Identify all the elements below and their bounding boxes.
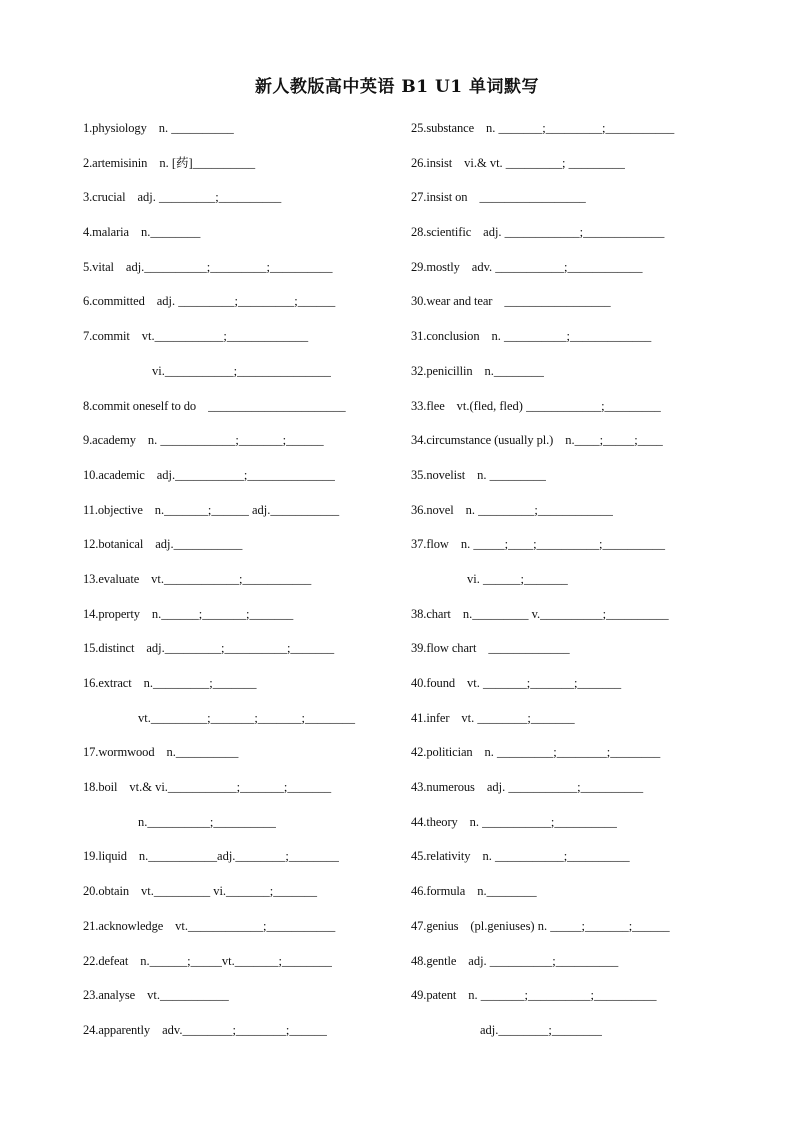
vocab-item [411, 255, 721, 290]
vocab-word: 40.found [411, 676, 455, 690]
vocab-blank[interactable]: n.________ [484, 363, 544, 378]
vocab-blank[interactable]: n. [药]__________ [159, 155, 256, 170]
vocab-blank[interactable]: (pl.geniuses) n. _____;_______;______ [470, 918, 670, 933]
vocab-item [83, 810, 395, 845]
vocab-blank[interactable]: n.___________adj.________;________ [138, 849, 339, 864]
vocab-item [411, 532, 721, 567]
vocab-word: 47.genius [411, 918, 459, 933]
vocab-blank[interactable]: n. ____________;_______;______ [147, 433, 324, 448]
vocab-item [411, 879, 721, 914]
left-column [83, 116, 395, 1053]
vocab-blank[interactable]: _____________ [488, 641, 570, 656]
vocab-word: 2.artemisinin [83, 155, 148, 170]
vocab-item [411, 983, 721, 1018]
vocab-blank[interactable]: n.__________ [166, 745, 239, 760]
vocab-item [411, 151, 721, 186]
vocab-word: 20.obtain [83, 884, 129, 899]
vocab-item [83, 983, 395, 1018]
vocab-item [411, 949, 721, 984]
vocab-word: 29.mostly [411, 259, 460, 274]
vocab-blank[interactable]: n. _________ [477, 467, 546, 482]
vocab-word: 26.insist [411, 155, 453, 170]
vocab-item [411, 463, 721, 498]
vocab-item [83, 324, 395, 359]
vocab-blank[interactable]: vt.___________ [147, 988, 229, 1003]
vocab-item [83, 844, 395, 879]
vocab-item [411, 394, 721, 429]
vocab-item [411, 810, 721, 845]
vocab-word: 39.flow chart [411, 641, 477, 656]
vocab-blank[interactable]: adj.___________;______________ [156, 467, 335, 482]
vocab-blank[interactable]: adj. ____________;_____________ [483, 225, 665, 240]
vocab-item [83, 116, 395, 151]
vocab-word: 28.scientific [411, 225, 472, 240]
vocab-blank[interactable]: vt.____________;___________ [175, 918, 336, 933]
vocab-blank[interactable]: adj. ___________;__________ [486, 780, 644, 795]
vocab-word: 25.substance [411, 121, 475, 135]
vocab-blank[interactable]: adj.___________ [155, 537, 243, 552]
vocab-word: 19.liquid [83, 849, 127, 864]
vocab-word: 32.penicillin [411, 363, 473, 378]
vocab-word: 49.patent [411, 988, 457, 1003]
vocab-blank[interactable]: adj.__________;_________;__________ [125, 259, 333, 274]
vocab-blank[interactable]: adv.________;________;______ [162, 1022, 327, 1037]
vocab-word: 34.circumstance (usually pl.) [411, 433, 554, 448]
vocab-word: 45.relativity [411, 849, 471, 864]
vocab-item [83, 706, 395, 741]
vocab-word: 27.insist on [411, 190, 468, 205]
vocab-word: 18.boil [83, 780, 118, 795]
vocab-blank[interactable]: vi.& vt. _________; _________ [464, 155, 625, 170]
vocab-blank[interactable]: adj. _________;__________ [137, 190, 282, 205]
vocab-item [411, 359, 721, 394]
right-column [411, 116, 721, 1053]
vocab-blank[interactable]: vt. _______;_______;_______ [467, 676, 622, 690]
vocab-blank[interactable]: n. _______;_________;___________ [486, 121, 675, 135]
vocab-item [83, 740, 395, 775]
vocab-word: 21.acknowledge [83, 918, 164, 933]
vocab-blank[interactable]: vt.(fled, fled) ____________;_________ [456, 398, 661, 413]
vocab-blank[interactable]: vt.___________;_____________ [141, 329, 309, 344]
vocab-blank[interactable]: vt.& vi.___________;_______;_______ [129, 780, 332, 795]
vocab-word: 1.physiology [83, 121, 147, 135]
vocab-word: 36.novel [411, 502, 454, 517]
vocab-word: 10.academic [83, 467, 145, 482]
vocab-word: 41.infer [411, 710, 450, 725]
vocab-blank[interactable]: adj. __________;__________ [468, 953, 619, 968]
vocab-word: 4.malaria [83, 225, 129, 240]
vocab-item [411, 498, 721, 533]
vocab-blank[interactable]: vt._________;_______;_______;________ [138, 710, 356, 725]
vocab-blank[interactable]: vt.____________;___________ [151, 571, 312, 586]
vocab-blank[interactable]: adj.________;________ [480, 1022, 602, 1037]
vocab-item [83, 775, 395, 810]
vocab-item [83, 289, 395, 324]
vocab-item [83, 879, 395, 914]
vocab-word: 7.commit [83, 329, 130, 344]
vocab-blank[interactable]: n.______;_______;_______ [151, 606, 294, 621]
vocab-word: 42.politician [411, 745, 473, 760]
vocab-item [411, 220, 721, 255]
vocab-word: 23.analyse [83, 988, 136, 1003]
vocab-blank[interactable]: _________________ [479, 190, 586, 205]
vocab-word: 30.wear and tear [411, 294, 493, 309]
vocab-word: 16.extract [83, 676, 132, 690]
vocab-blank[interactable]: vt. ________;_______ [461, 710, 575, 725]
vocab-blank[interactable]: n._________;_______ [143, 676, 257, 690]
vocab-word: 44.theory [411, 814, 458, 829]
vocab-word: 13.evaluate [83, 571, 140, 586]
vocab-blank[interactable]: n. ___________;__________ [482, 849, 630, 864]
vocab-blank[interactable]: n.______;_____vt._______;________ [140, 953, 332, 968]
vocab-item [83, 532, 395, 567]
vocab-item [411, 185, 721, 220]
vocab-word: 38.chart [411, 606, 451, 621]
vocab-item [83, 949, 395, 984]
vocab-word: 8.commit oneself to do [83, 398, 197, 413]
vocab-blank[interactable]: n. _____;____;__________;__________ [460, 537, 666, 552]
vocab-blank[interactable]: adj._________;__________;_______ [146, 641, 335, 656]
vocab-word: 31.conclusion [411, 329, 480, 344]
vocab-blank[interactable]: vi. ______;_______ [467, 571, 568, 586]
vocab-word: 5.vital [83, 259, 114, 274]
vocab-word: 17.wormwood [83, 745, 155, 760]
vocab-item [83, 498, 395, 533]
vocab-item [411, 116, 721, 151]
vocab-blank[interactable]: n.__________;__________ [138, 814, 276, 829]
vocab-blank[interactable]: n. _________;________;________ [484, 745, 661, 760]
vocab-word: 37.flow [411, 537, 449, 552]
vocab-item [83, 151, 395, 186]
vocab-item [83, 255, 395, 290]
vocab-item [411, 706, 721, 741]
vocab-blank[interactable]: n.________ [140, 225, 201, 240]
vocab-word: 22.defeat [83, 953, 129, 968]
vocab-blank[interactable]: n._________ v.__________;__________ [462, 606, 669, 621]
vocab-blank[interactable]: n._______;______ adj.___________ [154, 502, 340, 517]
vocab-word: 43.numerous [411, 780, 475, 795]
vocab-word: 15.distinct [83, 641, 135, 656]
vocab-blank[interactable]: vi.___________;_______________ [152, 363, 331, 378]
vocab-item [83, 914, 395, 949]
vocab-item [411, 671, 721, 706]
vocab-word: 46.formula [411, 884, 466, 899]
vocab-item [411, 844, 721, 879]
vocab-word: 24.apparently [83, 1022, 151, 1037]
vocab-item [411, 775, 721, 810]
vocab-blank[interactable]: n. __________ [158, 121, 234, 135]
vocab-item [83, 428, 395, 463]
vocab-word: 33.flee [411, 398, 445, 413]
vocab-item [83, 671, 395, 706]
vocab-blank[interactable]: adv. ___________;____________ [471, 259, 643, 274]
vocab-item [411, 289, 721, 324]
vocab-word: 9.academy [83, 433, 136, 448]
vocab-blank[interactable]: n. _______;__________;__________ [468, 988, 657, 1003]
vocab-item [83, 359, 395, 394]
worksheet-title: 新人教版高中英语 B1 U1 单词默写 [254, 77, 540, 97]
vocab-word: 12.botanical [83, 537, 144, 552]
vocab-word: 11.objective [83, 502, 143, 517]
vocab-blank[interactable]: _________________ [504, 294, 611, 309]
vocab-item [411, 740, 721, 775]
vocab-item [411, 636, 721, 671]
vocab-blank[interactable]: n.________ [477, 884, 537, 899]
vocab-item [83, 1018, 395, 1053]
vocab-item [83, 185, 395, 220]
vocab-blank[interactable]: n. __________;_____________ [491, 329, 652, 344]
vocab-word: 6.committed [83, 294, 145, 309]
vocab-item [411, 324, 721, 359]
vocab-word: 48.gentle [411, 953, 457, 968]
vocab-blank[interactable]: n. ___________;__________ [469, 814, 617, 829]
vocab-blank[interactable]: n.____;_____;____ [565, 433, 663, 448]
vocab-item [411, 567, 721, 602]
vocab-item [83, 602, 395, 637]
vocab-item [83, 394, 395, 429]
vocab-word: 3.crucial [83, 190, 126, 205]
vocab-word: 14.property [83, 606, 140, 621]
vocab-blank[interactable]: n. _________;____________ [465, 502, 613, 517]
vocab-item [83, 463, 395, 498]
vocab-blank[interactable]: vt._________ vi._______;_______ [140, 884, 318, 899]
vocab-blank[interactable]: ______________________ [208, 398, 346, 413]
vocab-item [411, 914, 721, 949]
vocab-item [411, 1018, 721, 1053]
vocab-item [83, 220, 395, 255]
vocab-item [83, 636, 395, 671]
vocab-blank[interactable]: adj. _________;_________;______ [156, 294, 336, 309]
vocab-item [83, 567, 395, 602]
vocab-word: 35.novelist [411, 467, 466, 482]
vocab-item [411, 602, 721, 637]
vocab-item [411, 428, 721, 463]
